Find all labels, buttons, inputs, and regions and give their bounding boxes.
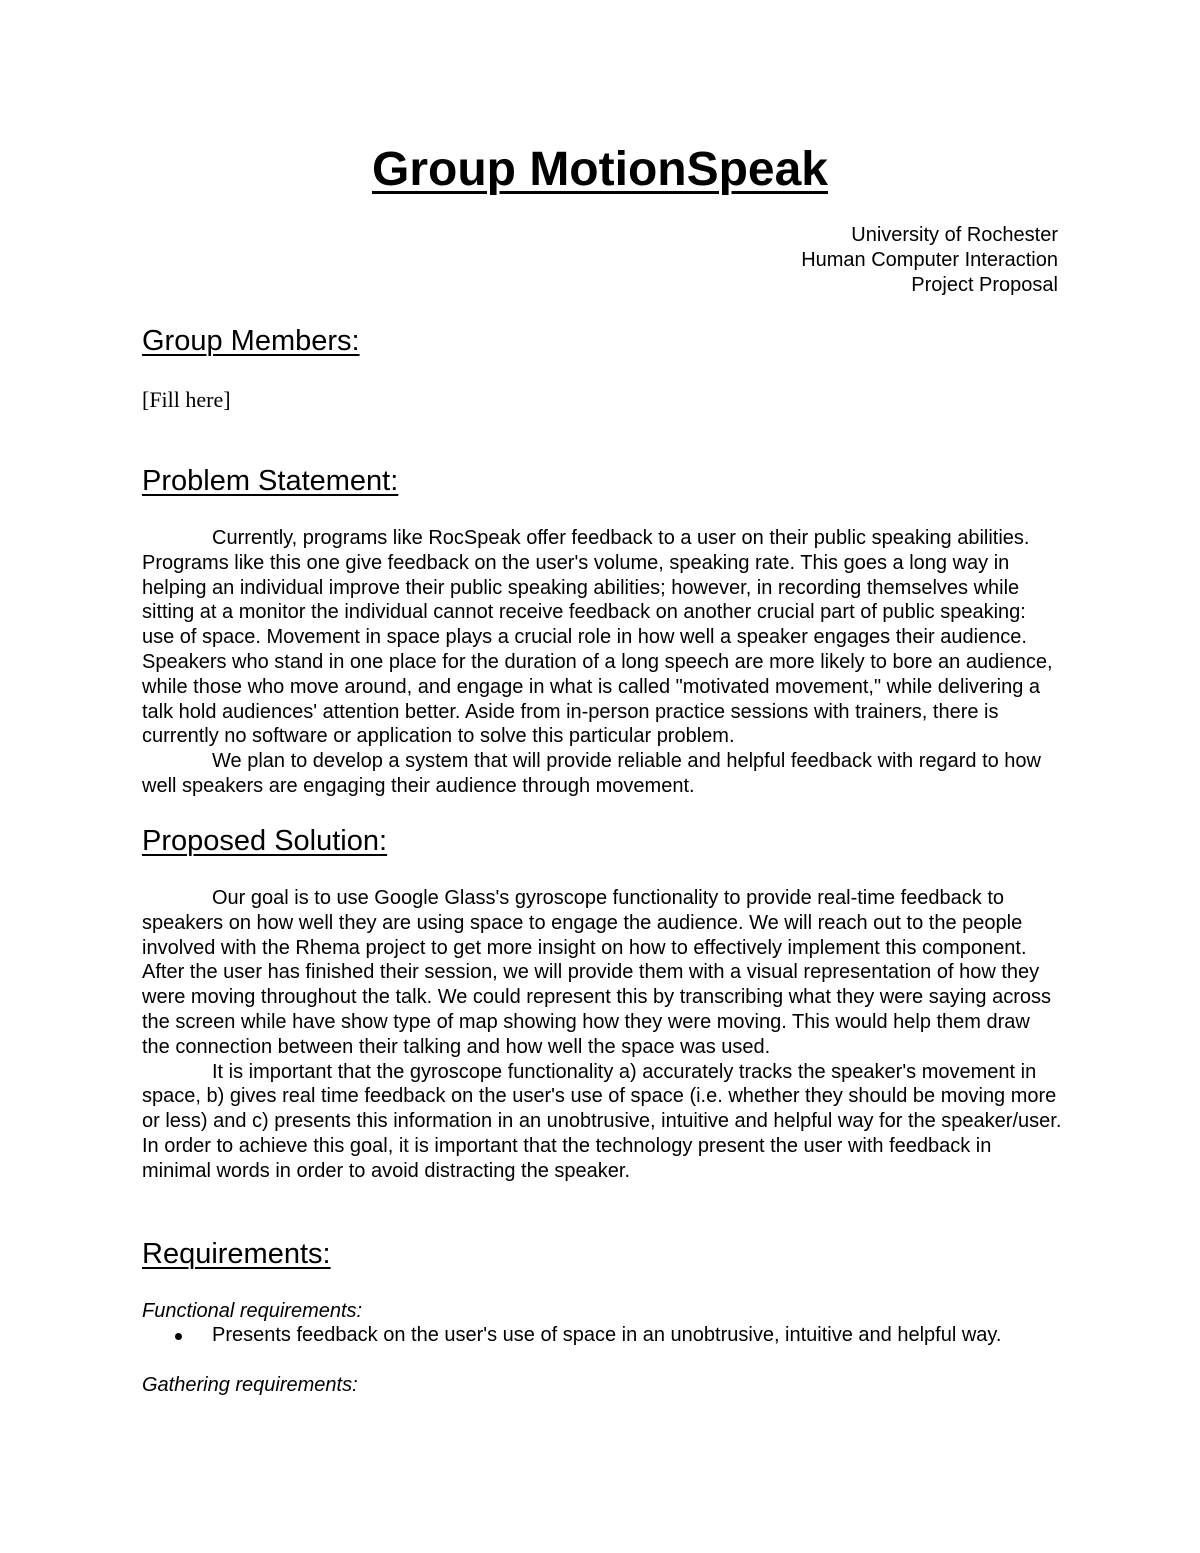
problem-statement-body (142, 526, 1062, 799)
affiliation-university: University of Rochester (851, 224, 1058, 246)
group-members-placeholder: [Fill here] (142, 387, 231, 412)
problem-statement-paragraph-1: Currently, programs like RocSpeak offer feedback to a user on their public speaking abilities. Programs like this one give feedback on the user's volume, speaking rate. This goes a long way in helping an individual improve their public speaking abilities; however, in recording themselves while sitting at a monitor the individual cannot receive feedback on another crucial part of public speaking: use of space. Movement in space plays a crucial role in how well a speaker engages their audience. Speakers who stand in one place for the duration of a long speech are more likely to bore an audience, while those who move around, and engage in what is called "motivated movement," while delivering a talk hold audiences' attention better. Aside from in-person practice sessions with trainers, there is currently no software or application to solve this particular problem. (142, 527, 1053, 748)
bullet-icon (175, 1333, 182, 1340)
group-members-heading: Group Members: (142, 325, 360, 357)
functional-requirements-label: Functional requirements: (142, 1300, 363, 1322)
list-item-text: Presents feedback on the user's use of space in an unobtrusive, intuitive and helpful way. (212, 1324, 1002, 1346)
problem-statement-paragraph-2: We plan to develop a system that will provide reliable and helpful feedback with regard to how well speakers are engaging their audience through movement. (142, 750, 1041, 797)
document-title: Group MotionSpeak (372, 143, 828, 196)
problem-statement-heading: Problem Statement: (142, 465, 399, 497)
affiliation-block (801, 223, 1058, 298)
gathering-requirements-label: Gathering requirements: (142, 1374, 358, 1396)
proposed-solution-paragraph-2: It is important that the gyroscope functionality a) accurately tracks the speaker's movement in space, b) gives real time feedback on the user's use of space (i.e. whether they should be moving more or less) and c) presents this information in an unobtrusive, intuitive and helpful way for the speaker/user. In order to achieve this goal, it is important that the technology present the user with feedback in minimal words in order to avoid distracting the speaker. (142, 1060, 1062, 1182)
list-item (142, 1323, 1042, 1348)
affiliation-course: Human Computer Interaction (801, 249, 1058, 271)
proposed-solution-body (142, 886, 1062, 1184)
affiliation-doc-type: Project Proposal (911, 274, 1058, 296)
functional-requirements-list (142, 1323, 1042, 1348)
requirements-heading: Requirements: (142, 1238, 331, 1270)
proposed-solution-heading: Proposed Solution: (142, 825, 388, 857)
proposed-solution-paragraph-1: Our goal is to use Google Glass's gyroscope functionality to provide real-time feedback to speakers on how well they are using space to engage the audience. We will reach out to the people involved with the Rhema project to get more insight on how to effectively implement this component. After the user has finished their session, we will provide them with a visual representation of how they were moving throughout the talk. We could represent this by transcribing what they were saying across the screen while have show type of map showing how they were moving. This would help them draw the connection between their talking and how well the space was used. (142, 887, 1051, 1058)
